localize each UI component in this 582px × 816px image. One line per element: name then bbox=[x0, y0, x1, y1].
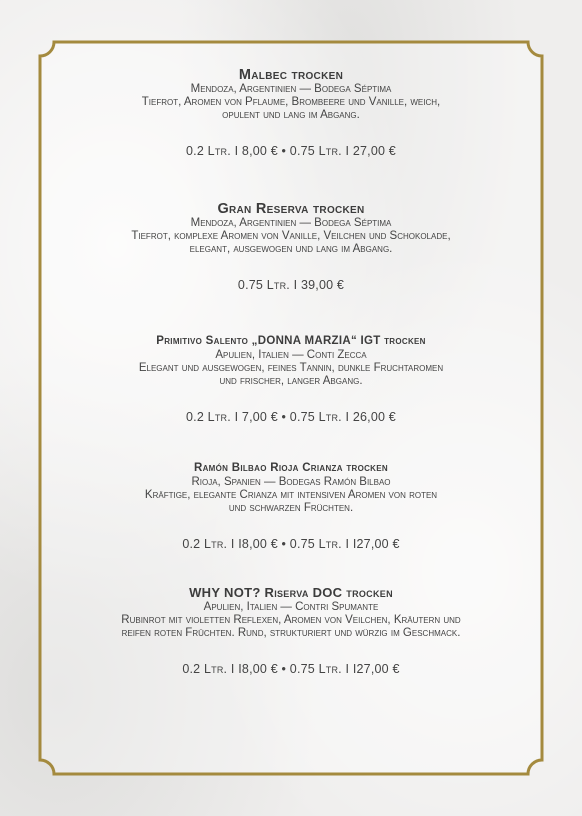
wine-entry-why-not bbox=[52, 585, 530, 676]
wine-name: Gran Reserva trocken bbox=[217, 201, 365, 217]
wine-description-line2: reifen roten Früchten. Rund, strukturiert und würzig im Geschmack. bbox=[121, 627, 461, 639]
wine-name: Malbec trocken bbox=[238, 67, 344, 83]
wine-entry-ramon-bilbao bbox=[52, 460, 530, 551]
wine-origin: Apulien, Italien — Conti Zecca bbox=[215, 349, 367, 361]
wine-price: 0.75 Ltr. I 39,00 € bbox=[237, 278, 345, 292]
wine-price: 0.2 Ltr. I 8,00 € • 0.75 Ltr. I 27,00 € bbox=[186, 144, 396, 158]
wine-description-line1: Tiefrot, Aromen von Pflaume, Brombeere und Vanille, weich, bbox=[141, 96, 441, 108]
wine-price: 0.2 Ltr. I 7,00 € • 0.75 Ltr. I 26,00 € bbox=[186, 410, 396, 424]
wine-price: 0.2 Ltr. I I8,00 € • 0.75 Ltr. I I27,00 € bbox=[182, 537, 400, 551]
wine-description-line1: Elegant und ausgewogen, feines Tannin, dunkle Fruchtaromen bbox=[138, 362, 444, 374]
wine-name: Ramón Bilbao Rioja Crianza trocken bbox=[194, 462, 388, 474]
wine-entry-gran-reserva bbox=[52, 201, 530, 292]
wine-origin: Rioja, Spanien — Bodegas Ramón Bilbao bbox=[191, 476, 391, 488]
wine-name: Primitivo Salento „DONNA MARZIA“ IGT trocken bbox=[156, 335, 426, 347]
wine-description-line2: und frischer, langer Abgang. bbox=[219, 375, 363, 387]
wine-origin: Mendoza, Argentinien — Bodega Séptima bbox=[190, 83, 392, 95]
wine-description-line1: Tiefrot, komplexe Aromen von Vanille, Veilchen und Schokolade, bbox=[131, 230, 451, 242]
wine-description-line2: opulent und lang im Abgang. bbox=[222, 109, 360, 121]
wine-description-line1: Kräftige, elegante Crianza mit intensiven Aromen von roten bbox=[144, 489, 438, 501]
wine-description-line2: und schwarzen Früchten. bbox=[228, 502, 354, 514]
wine-name: WHY NOT? Riserva DOC trocken bbox=[189, 585, 393, 600]
wine-origin: Apulien, Italien — Contri Spumante bbox=[203, 601, 379, 613]
wine-entry-malbec bbox=[52, 67, 530, 158]
wine-description-line2: elegant, ausgewogen und lang im Abgang. bbox=[189, 243, 393, 255]
wine-entry-primitivo bbox=[52, 333, 530, 424]
wine-origin: Mendoza, Argentinien — Bodega Séptima bbox=[190, 217, 392, 229]
wine-price: 0.2 Ltr. I I8,00 € • 0.75 Ltr. I I27,00 € bbox=[182, 662, 400, 676]
wine-description-line1: Rubinrot mit violetten Reflexen, Aromen von Veilchen, Kräutern und bbox=[121, 614, 461, 626]
